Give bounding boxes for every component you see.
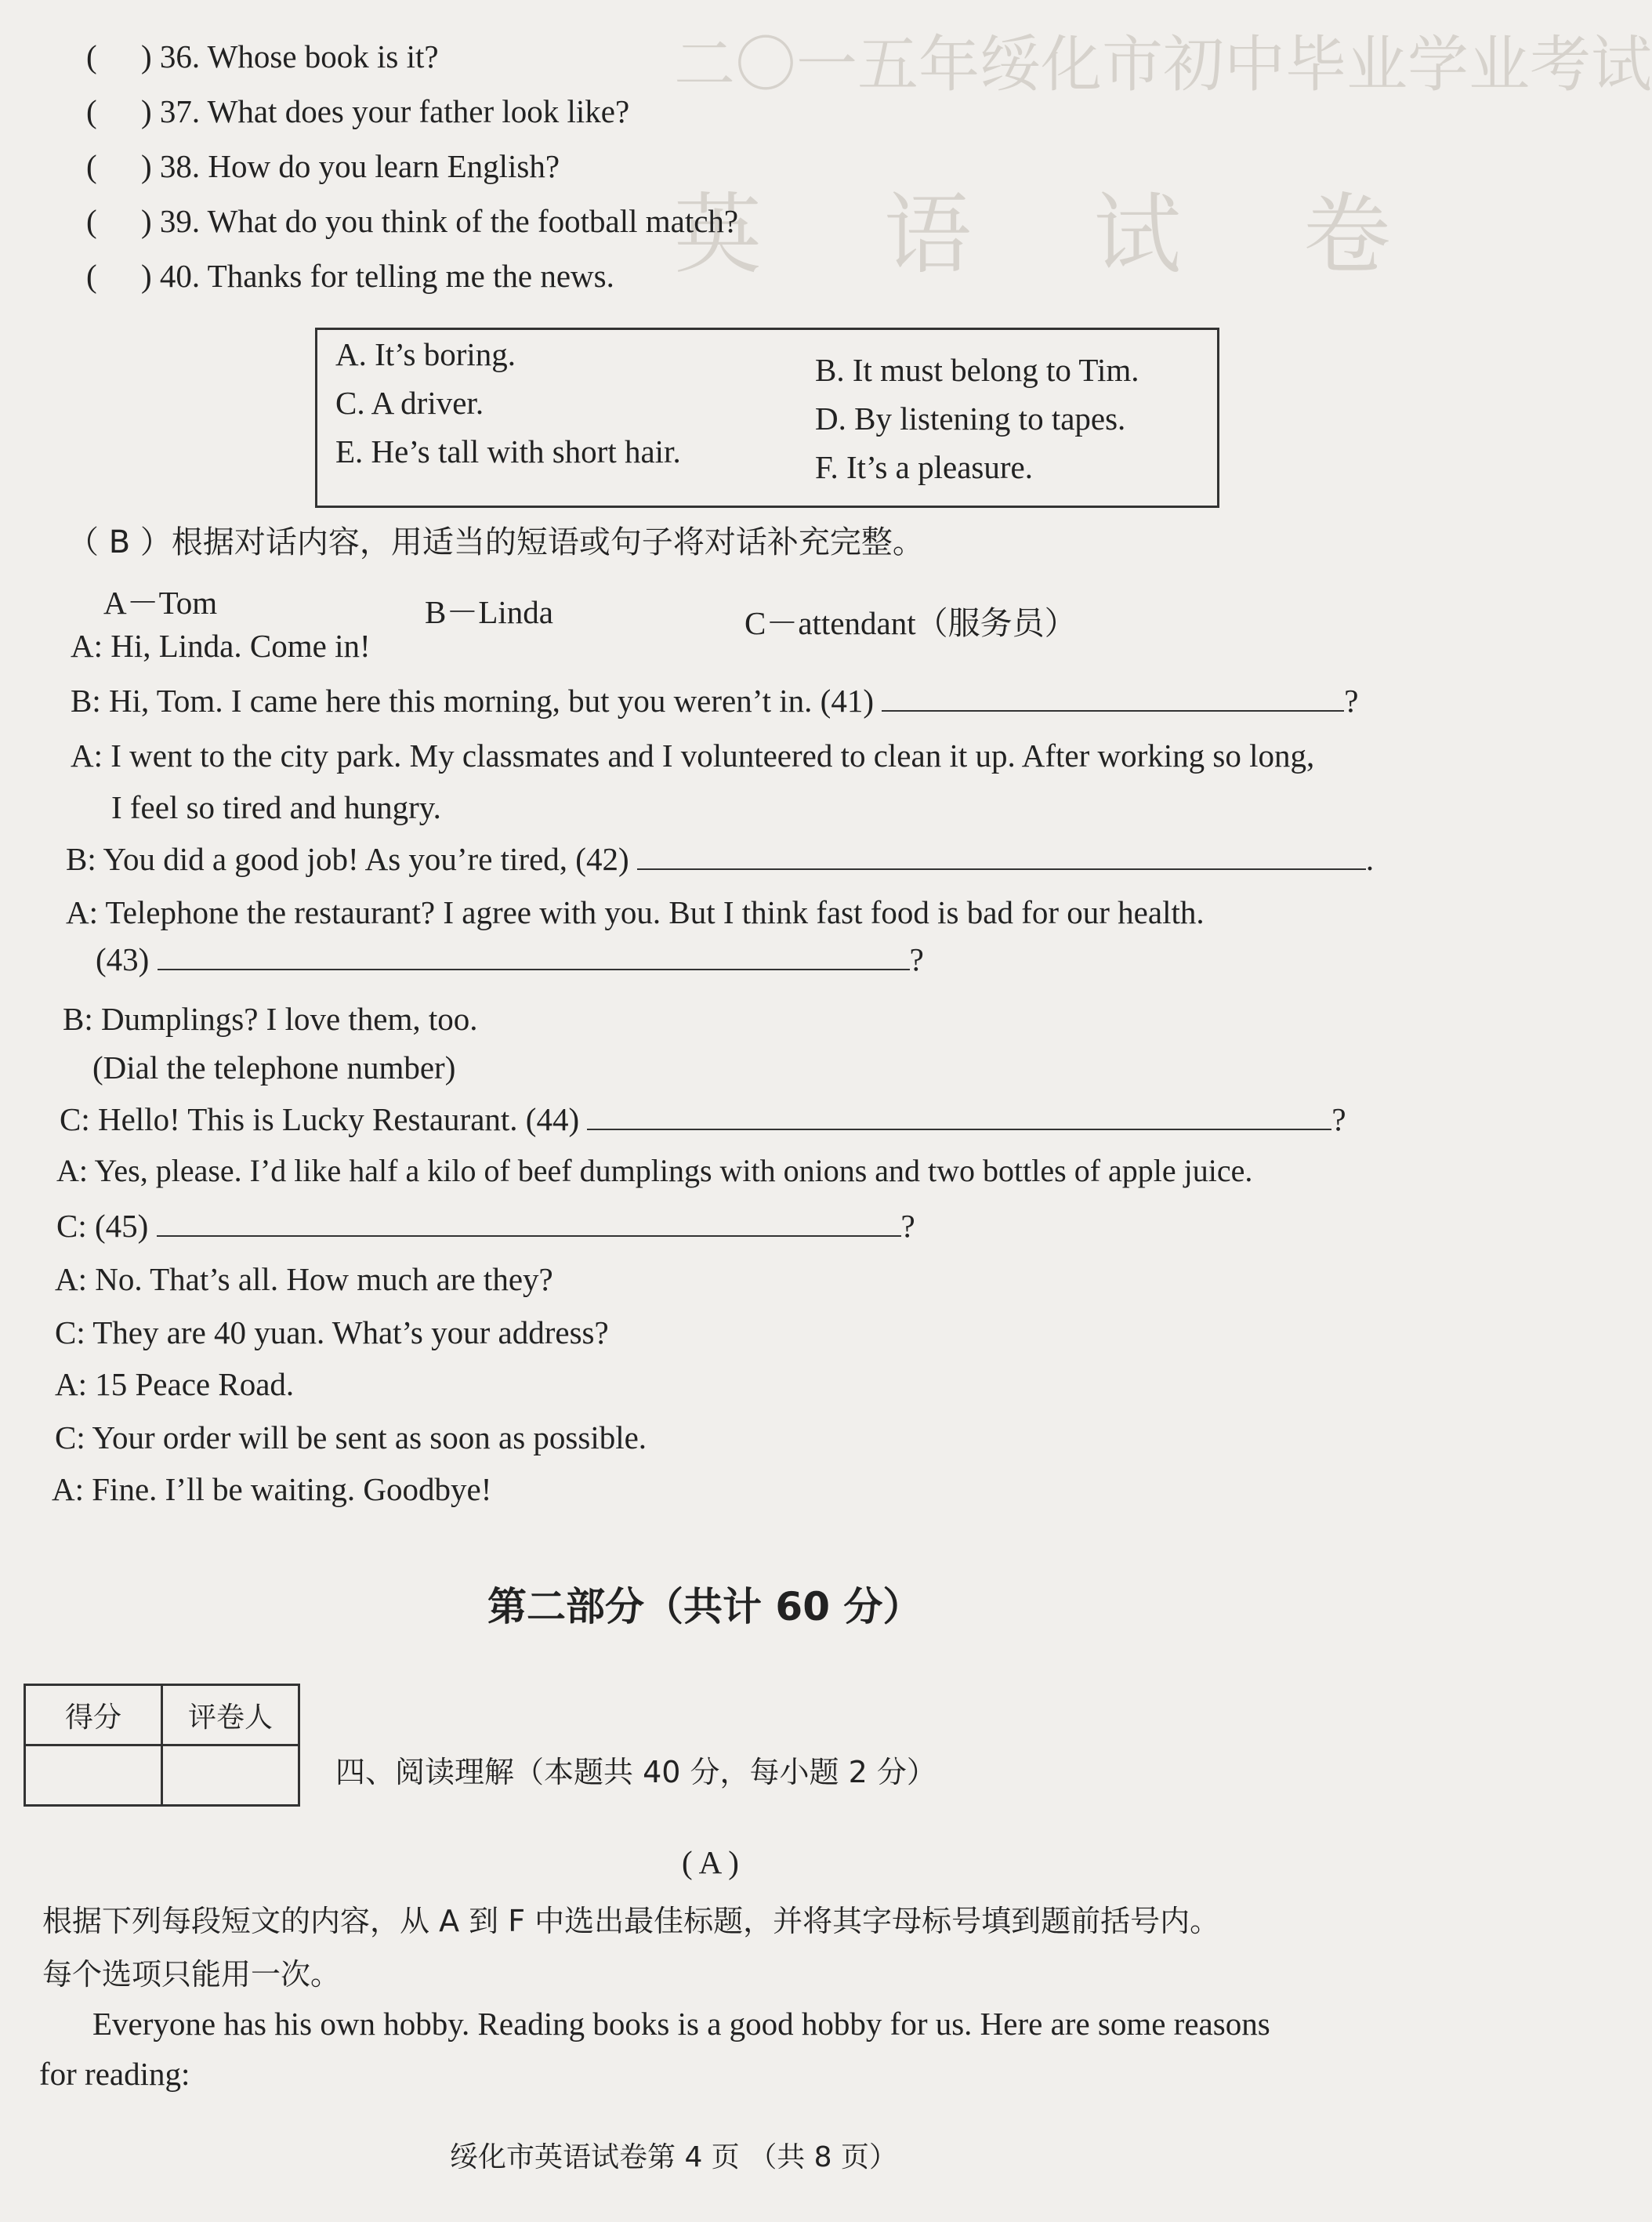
instruction-line-2: 每个选项只能用一次。 (42, 1957, 341, 1992)
grader-label: 评卷人 (162, 1685, 299, 1745)
question-39: ( ) 39. What do you think of the football match? (86, 203, 739, 239)
part-b-heading: （ B ）根据对话内容，用适当的短语或句子将对话补充完整。 (67, 524, 924, 560)
dialogue-line-9: (Dial the telephone number) (92, 1049, 456, 1086)
option-f: F. It’s a pleasure. (815, 449, 1033, 485)
question-38: ( ) 38. How do you learn English? (86, 148, 560, 184)
answer-blank-44[interactable] (587, 1105, 1331, 1130)
dialogue-line-6: A: Telephone the restaurant? I agree with you. But I think fast food is bad for our health. (66, 894, 1205, 930)
option-d: D. By listening to tapes. (815, 401, 1126, 437)
part-2-title: 第二部分（共计 60 分） (487, 1584, 922, 1629)
dialogue-line-16: C: Your order will be sent as soon as possible. (55, 1419, 647, 1455)
bleed-through-subject: 英 语 试 卷 (674, 184, 1438, 286)
dialogue-line-1: A: Hi, Linda. Come in! (71, 628, 371, 664)
score-cell[interactable] (25, 1745, 162, 1806)
dialogue-line-43: (43) ? (96, 941, 924, 977)
role-c: C－attendant（服务员） (744, 605, 1077, 641)
dialogue-line-41: B: Hi, Tom. I came here this morning, but you weren’t in. (41) ? (71, 683, 1359, 719)
reading-section-heading: 四、阅读理解（本题共 40 分，每小题 2 分） (335, 1755, 936, 1789)
option-a: A. It’s boring. (335, 336, 516, 372)
dialogue-line-44: C: Hello! This is Lucky Restaurant. (44) ? (60, 1101, 1346, 1137)
subsection-a-label: ( A ) (682, 1844, 739, 1880)
dialogue-line-42: B: You did a good job! As you’re tired, (42) . (66, 841, 1375, 877)
answer-blank-41[interactable] (882, 687, 1344, 712)
grader-cell[interactable] (162, 1745, 299, 1806)
option-c: C. A driver. (335, 385, 484, 421)
dialogue-line-14: C: They are 40 yuan. What’s your address? (55, 1314, 609, 1350)
score-label: 得分 (25, 1685, 162, 1745)
dialogue-line-45: C: (45) ? (56, 1208, 915, 1244)
dialogue-line-3: A: I went to the city park. My classmates and I volunteered to clean it up. After working so long, (71, 738, 1315, 774)
dialogue-line-8: B: Dumplings? I love them, too. (63, 1001, 478, 1037)
role-b: B－Linda (425, 594, 553, 630)
dialogue-line-11: A: Yes, please. I’d like half a kilo of beef dumplings with onions and two bottles of apple juice. (56, 1153, 1253, 1188)
instruction-line-1: 根据下列每段短文的内容，从 A 到 F 中选出最佳标题，并将其字母标号填到题前括号内。 (42, 1904, 1220, 1938)
bleed-through-title: 二〇一五年绥化市初中毕业学业考试 (674, 30, 1652, 100)
option-e: E. He’s tall with short hair. (335, 433, 681, 469)
passage-line-1: Everyone has his own hobby. Reading books is a good hobby for us. Here are some reasons (92, 2006, 1270, 2042)
question-37: ( ) 37. What does your father look like? (86, 93, 630, 129)
dialogue-line-15: A: 15 Peace Road. (55, 1366, 295, 1402)
dialogue-line-4: I feel so tired and hungry. (111, 789, 441, 825)
question-36: ( ) 36. Whose book is it? (86, 38, 439, 74)
answer-blank-42[interactable] (637, 845, 1366, 870)
dialogue-line-13: A: No. That’s all. How much are they? (55, 1261, 553, 1297)
role-a: A－Tom (103, 585, 218, 621)
question-40: ( ) 40. Thanks for telling me the news. (86, 258, 614, 294)
answer-blank-45[interactable] (157, 1212, 901, 1237)
passage-line-2: for reading: (39, 2056, 190, 2092)
score-table (24, 1684, 300, 1807)
option-b: B. It must belong to Tim. (815, 352, 1139, 388)
answer-blank-43[interactable] (158, 945, 910, 970)
dialogue-line-17: A: Fine. I’ll be waiting. Goodbye! (52, 1471, 492, 1507)
page-footer: 绥化市英语试卷第 4 页 （共 8 页） (450, 2141, 898, 2173)
